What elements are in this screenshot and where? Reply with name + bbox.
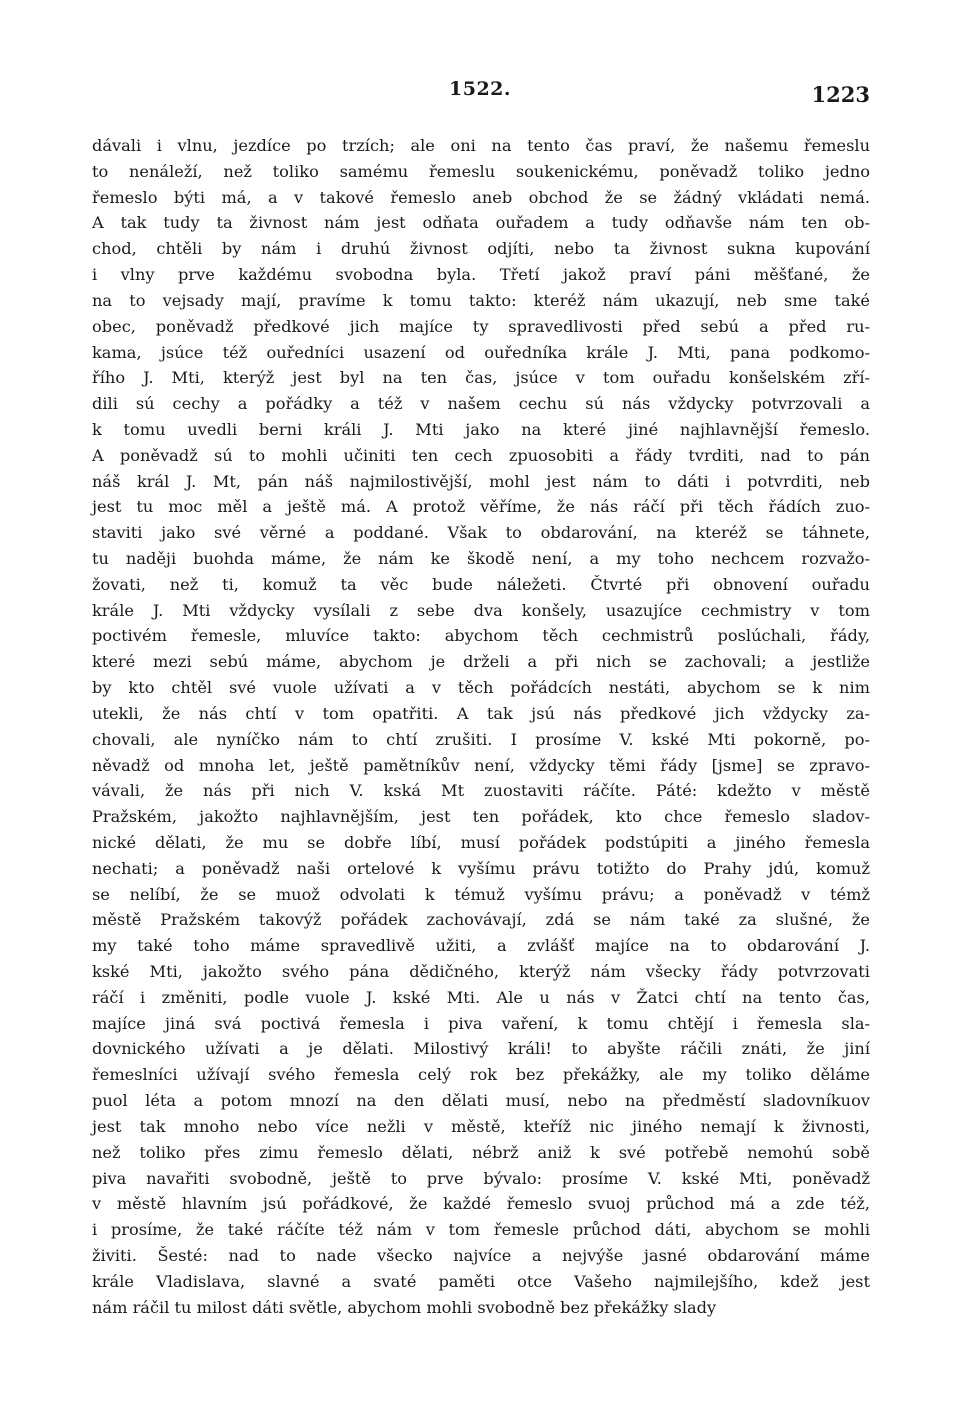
text-line: živiti. Šesté: nad to nade všecko najvíce a nejvýše jasné obdarování máme bbox=[92, 1245, 870, 1265]
text-line: staviti jako své věrné a poddané. Však to obdarování, na kteréž se táhnete, bbox=[92, 523, 870, 543]
text-line: řemeslo býti má, a v takové řemeslo aneb obchod že se žádný vkládati nemá. bbox=[92, 187, 870, 207]
text-line: žovati, než ti, komuž ta věc bude náležeti. Čtvrté při obnovení ouřadu bbox=[92, 574, 870, 594]
text-line: A poněvadž sú to mohli učiniti ten cech zpuosobiti a řády tvrditi, nad to pán bbox=[92, 445, 870, 465]
text-line: chovali, ale nyníčko nám to chtí zrušiti. I prosíme V. kské Mti pokorně, po- bbox=[92, 729, 870, 749]
text-line: kské Mti, jakožto svého pána dědičného, kterýž nám všecky řády potvrzovati bbox=[92, 962, 870, 981]
text-line: tu naději buohda máme, že nám ke škodě není, a my toho nechcem rozvažo- bbox=[92, 549, 870, 568]
text-line: řemeslníci užívají svého řemesla celý rok bez překážky, ale my toliko děláme bbox=[92, 1065, 870, 1085]
text-line: Pražském, jakožto najhlavnějším, jest ten pořádek, kto chce řemeslo sladov- bbox=[92, 807, 870, 827]
text-line: vávali, že nás při nich V. kská Mt zuostaviti ráčíte. Páté: kdežto v městě bbox=[92, 781, 870, 801]
text-line: řího J. Mti, kterýž jest byl na ten čas, jsúce v tom ouřadu konšelském zří- bbox=[92, 368, 870, 388]
text-line: na to vejsady mají, pravíme k tomu takto: kteréž nám ukazují, neb sme také bbox=[92, 290, 870, 310]
text-line: obec, poněvadž předkové jich majíce ty spravedlivosti před sebú a před ru- bbox=[92, 316, 870, 336]
text-line: jest tak mnoho nebo více nežli v městě, kteříž nic jiného nemají k živnosti, bbox=[92, 1116, 870, 1136]
text-line: dovnického užívati a je dělati. Milostivý králi! to abyšte ráčili znáti, že jiní bbox=[92, 1039, 870, 1059]
text-line: k tomu uvedli berni králi J. Mti jako na které jiné najhlavnější řemeslo. bbox=[92, 419, 870, 439]
text-line: krále J. Mti vždycky vysílali z sebe dva konšely, usazujíce cechmistry v tom bbox=[92, 600, 870, 620]
text-line: krále Vladislava, slavné a svaté paměti otce Vašeho najmilejšího, kdež jest bbox=[92, 1271, 870, 1291]
text-line: majíce jiná svá poctivá řemesla i piva vaření, k tomu chtějí i řemesla sla- bbox=[92, 1013, 870, 1033]
text-line: i prosíme, že také ráčíte též nám v tom řemesle průchod dáti, abychom se mohli bbox=[92, 1220, 870, 1240]
text-line: poctivém řemesle, mluvíce takto: abychom těch cechmistrů poslúchali, řády, bbox=[92, 626, 870, 646]
body-text bbox=[92, 133, 870, 1320]
text-line: se nelíbí, že se muož odvolati k témuž vyšímu právu; a poněvadž v témž bbox=[92, 884, 870, 904]
text-line: městě Pražském takovýž pořádek zachovávají, zdá se nám také za slušné, že bbox=[92, 910, 870, 930]
text-line: v městě hlavním jsú pořádkové, že každé řemeslo svuoj průchod má a zde též, bbox=[92, 1194, 870, 1214]
text-line: náš král J. Mt, pán náš najmilostivější, mohl jest nám to dáti i potvrditi, neb bbox=[92, 471, 870, 491]
text-line: i vlny prve každému svobodna byla. Třetí jakož praví páni měšťané, že bbox=[92, 265, 870, 285]
text-line: nické dělati, že mu se dobře líbí, musí pořádek podstúpiti a jiného řemesla bbox=[92, 832, 870, 852]
text-line: kama, jsúce též ouředníci usazení od ouředníka krále J. Mti, pana podkomo- bbox=[92, 342, 870, 362]
text-line: něvadž od mnoha let, ještě pamětníkův není, vždycky těmi řády [jsme] se zpravo- bbox=[92, 755, 870, 775]
text-line: chod, chtěli by nám i druhú živnost odjíti, nebo ta živnost sukna kupování bbox=[92, 239, 870, 259]
text-line: než toliko přes zimu řemeslo dělati, nébrž aniž k své potřebě nemohú sobě bbox=[92, 1142, 870, 1162]
text-line: A tak tudy ta živnost nám jest odňata ouřadem a tudy odňavše nám ten ob- bbox=[92, 213, 870, 233]
text-line: piva navařiti svobodně, ještě to prve bývalo: prosíme V. kské Mti, poněvadž bbox=[92, 1168, 870, 1188]
text-line: dili sú cechy a pořádky a též v našem cechu sú nás vždycky potvrzovali a bbox=[92, 394, 870, 414]
text-line: jest tu moc měl a ještě má. A protož věříme, že nás ráčí při těch řádích zuo- bbox=[92, 497, 870, 517]
text-line: to nenáleží, než toliko samému řemeslu soukenickému, poněvadž toliko jedno bbox=[92, 161, 870, 181]
text-line: nechati; a poněvadž naši ortelové k vyšímu právu totižto do Prahy jdú, komuž bbox=[92, 858, 870, 878]
text-line: by kto chtěl své vuole užívati a v těch pořádcích nestáti, abychom se k nim bbox=[92, 678, 870, 698]
text-line: dávali i vlnu, jezdíce po trzích; ale oni na tento čas praví, že našemu řemeslu bbox=[92, 136, 870, 155]
text-line: ráčí i změniti, podle vuole J. kské Mti. Ale u nás v Žatci chtí na tento čas, bbox=[92, 987, 870, 1007]
text-line: my také toho máme spravedlivě užiti, a zvlášť majíce na to obdarování J. bbox=[92, 936, 870, 956]
text-line: utekli, že nás chtí v tom opatřiti. A tak jsú nás předkové jich vždycky za- bbox=[92, 703, 870, 723]
text-line: puol léta a potom mnozí na den dělati musí, nebo na předměstí sladovníkuov bbox=[92, 1091, 870, 1111]
page-number: 1223 bbox=[811, 82, 870, 107]
header-year: 1522. bbox=[449, 78, 511, 100]
text-line: nám ráčil tu milost dáti světle, abychom mohli svobodně bez překážky slady bbox=[92, 1297, 717, 1317]
text-line: které mezi sebú máme, abychom je drželi a při nich se zachovali; a jestliže bbox=[92, 652, 870, 672]
